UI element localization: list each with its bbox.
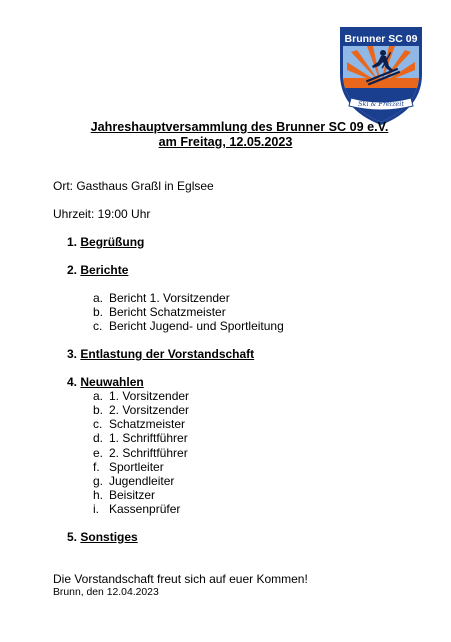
meeting-time: Uhrzeit: 19:00 Uhr — [53, 207, 151, 221]
agenda-subitem — [93, 319, 284, 333]
agenda-item-5 — [67, 530, 138, 544]
agenda-subitem — [93, 389, 189, 403]
agenda-subitem — [93, 446, 188, 460]
subitem-marker: d. — [93, 431, 104, 445]
club-logo — [337, 22, 425, 126]
closing-remark: Die Vorstandschaft freut sich auf euer Kommen! — [53, 572, 308, 586]
agenda-item-1 — [67, 235, 144, 249]
subitem-marker: g. — [93, 474, 104, 488]
logo-club-name: Brunner SC 09 — [344, 33, 418, 45]
subitem-marker: c. — [93, 417, 103, 431]
subitem-text: Beisitzer — [109, 488, 156, 502]
subitem-marker: c. — [93, 319, 103, 333]
subitem-marker: b. — [93, 305, 104, 319]
agenda-subitem — [93, 431, 188, 445]
subitem-marker: e. — [93, 446, 104, 460]
subitem-text: Bericht Jugend- und Sportleitung — [109, 319, 284, 333]
subitem-marker: a. — [93, 389, 104, 403]
agenda-item-label: Sonstiges — [80, 530, 138, 544]
subitem-marker: h. — [93, 488, 104, 502]
agenda-item-number: 3. — [67, 347, 78, 361]
subitem-text: 2. Vorsitzender — [109, 403, 190, 417]
agenda-item-label: Begrüßung — [80, 235, 145, 249]
agenda-subitem — [93, 403, 189, 417]
document-title-line-1: Jahreshauptversammlung des Brunner SC 09 e.V. — [90, 120, 389, 134]
document-title-line-2: am Freitag, 12.05.2023 — [158, 135, 293, 149]
agenda-item-label: Entlastung der Vorstandschaft — [80, 347, 255, 361]
meeting-location: Ort: Gasthaus Graßl in Eglsee — [53, 179, 214, 193]
agenda-subitem — [93, 291, 230, 305]
subitem-text: Schatzmeister — [109, 417, 186, 431]
agenda-item-number: 5. — [67, 530, 78, 544]
subitem-text: 2. Schriftführer — [109, 446, 188, 460]
agenda-item-2 — [67, 263, 128, 277]
agenda-item-3 — [67, 347, 254, 361]
agenda-subitem — [93, 474, 174, 488]
subitem-text: Sportleiter — [109, 460, 164, 474]
agenda-subitem — [93, 488, 155, 502]
agenda-item-number: 1. — [67, 235, 78, 249]
agenda-subitem — [93, 460, 164, 474]
logo-motto: Ski & Freizeit — [358, 100, 404, 108]
subitem-marker: b. — [93, 403, 104, 417]
subitem-marker: a. — [93, 291, 104, 305]
subitem-text: 1. Schriftführer — [109, 431, 188, 445]
agenda-item-label: Neuwahlen — [80, 375, 144, 389]
subitem-text: Kassenprüfer — [109, 502, 181, 516]
subitem-text: Bericht 1. Vorsitzender — [109, 291, 230, 305]
subitem-text: 1. Vorsitzender — [109, 389, 190, 403]
subitem-text: Jugendleiter — [109, 474, 175, 488]
agenda-subitem — [93, 305, 226, 319]
club-logo-shield — [337, 22, 425, 126]
agenda-item-label: Berichte — [80, 263, 129, 277]
subitem-text: Bericht Schatzmeister — [109, 305, 226, 319]
agenda-item-number: 2. — [67, 263, 78, 277]
subitem-marker: i. — [93, 502, 99, 516]
agenda-item-number: 4. — [67, 375, 78, 389]
agenda-subitem — [93, 502, 180, 516]
place-and-date: Brunn, den 12.04.2023 — [53, 587, 159, 598]
agenda-subitem — [93, 417, 185, 431]
subitem-marker: f. — [93, 460, 100, 474]
agenda-item-4 — [67, 375, 144, 389]
